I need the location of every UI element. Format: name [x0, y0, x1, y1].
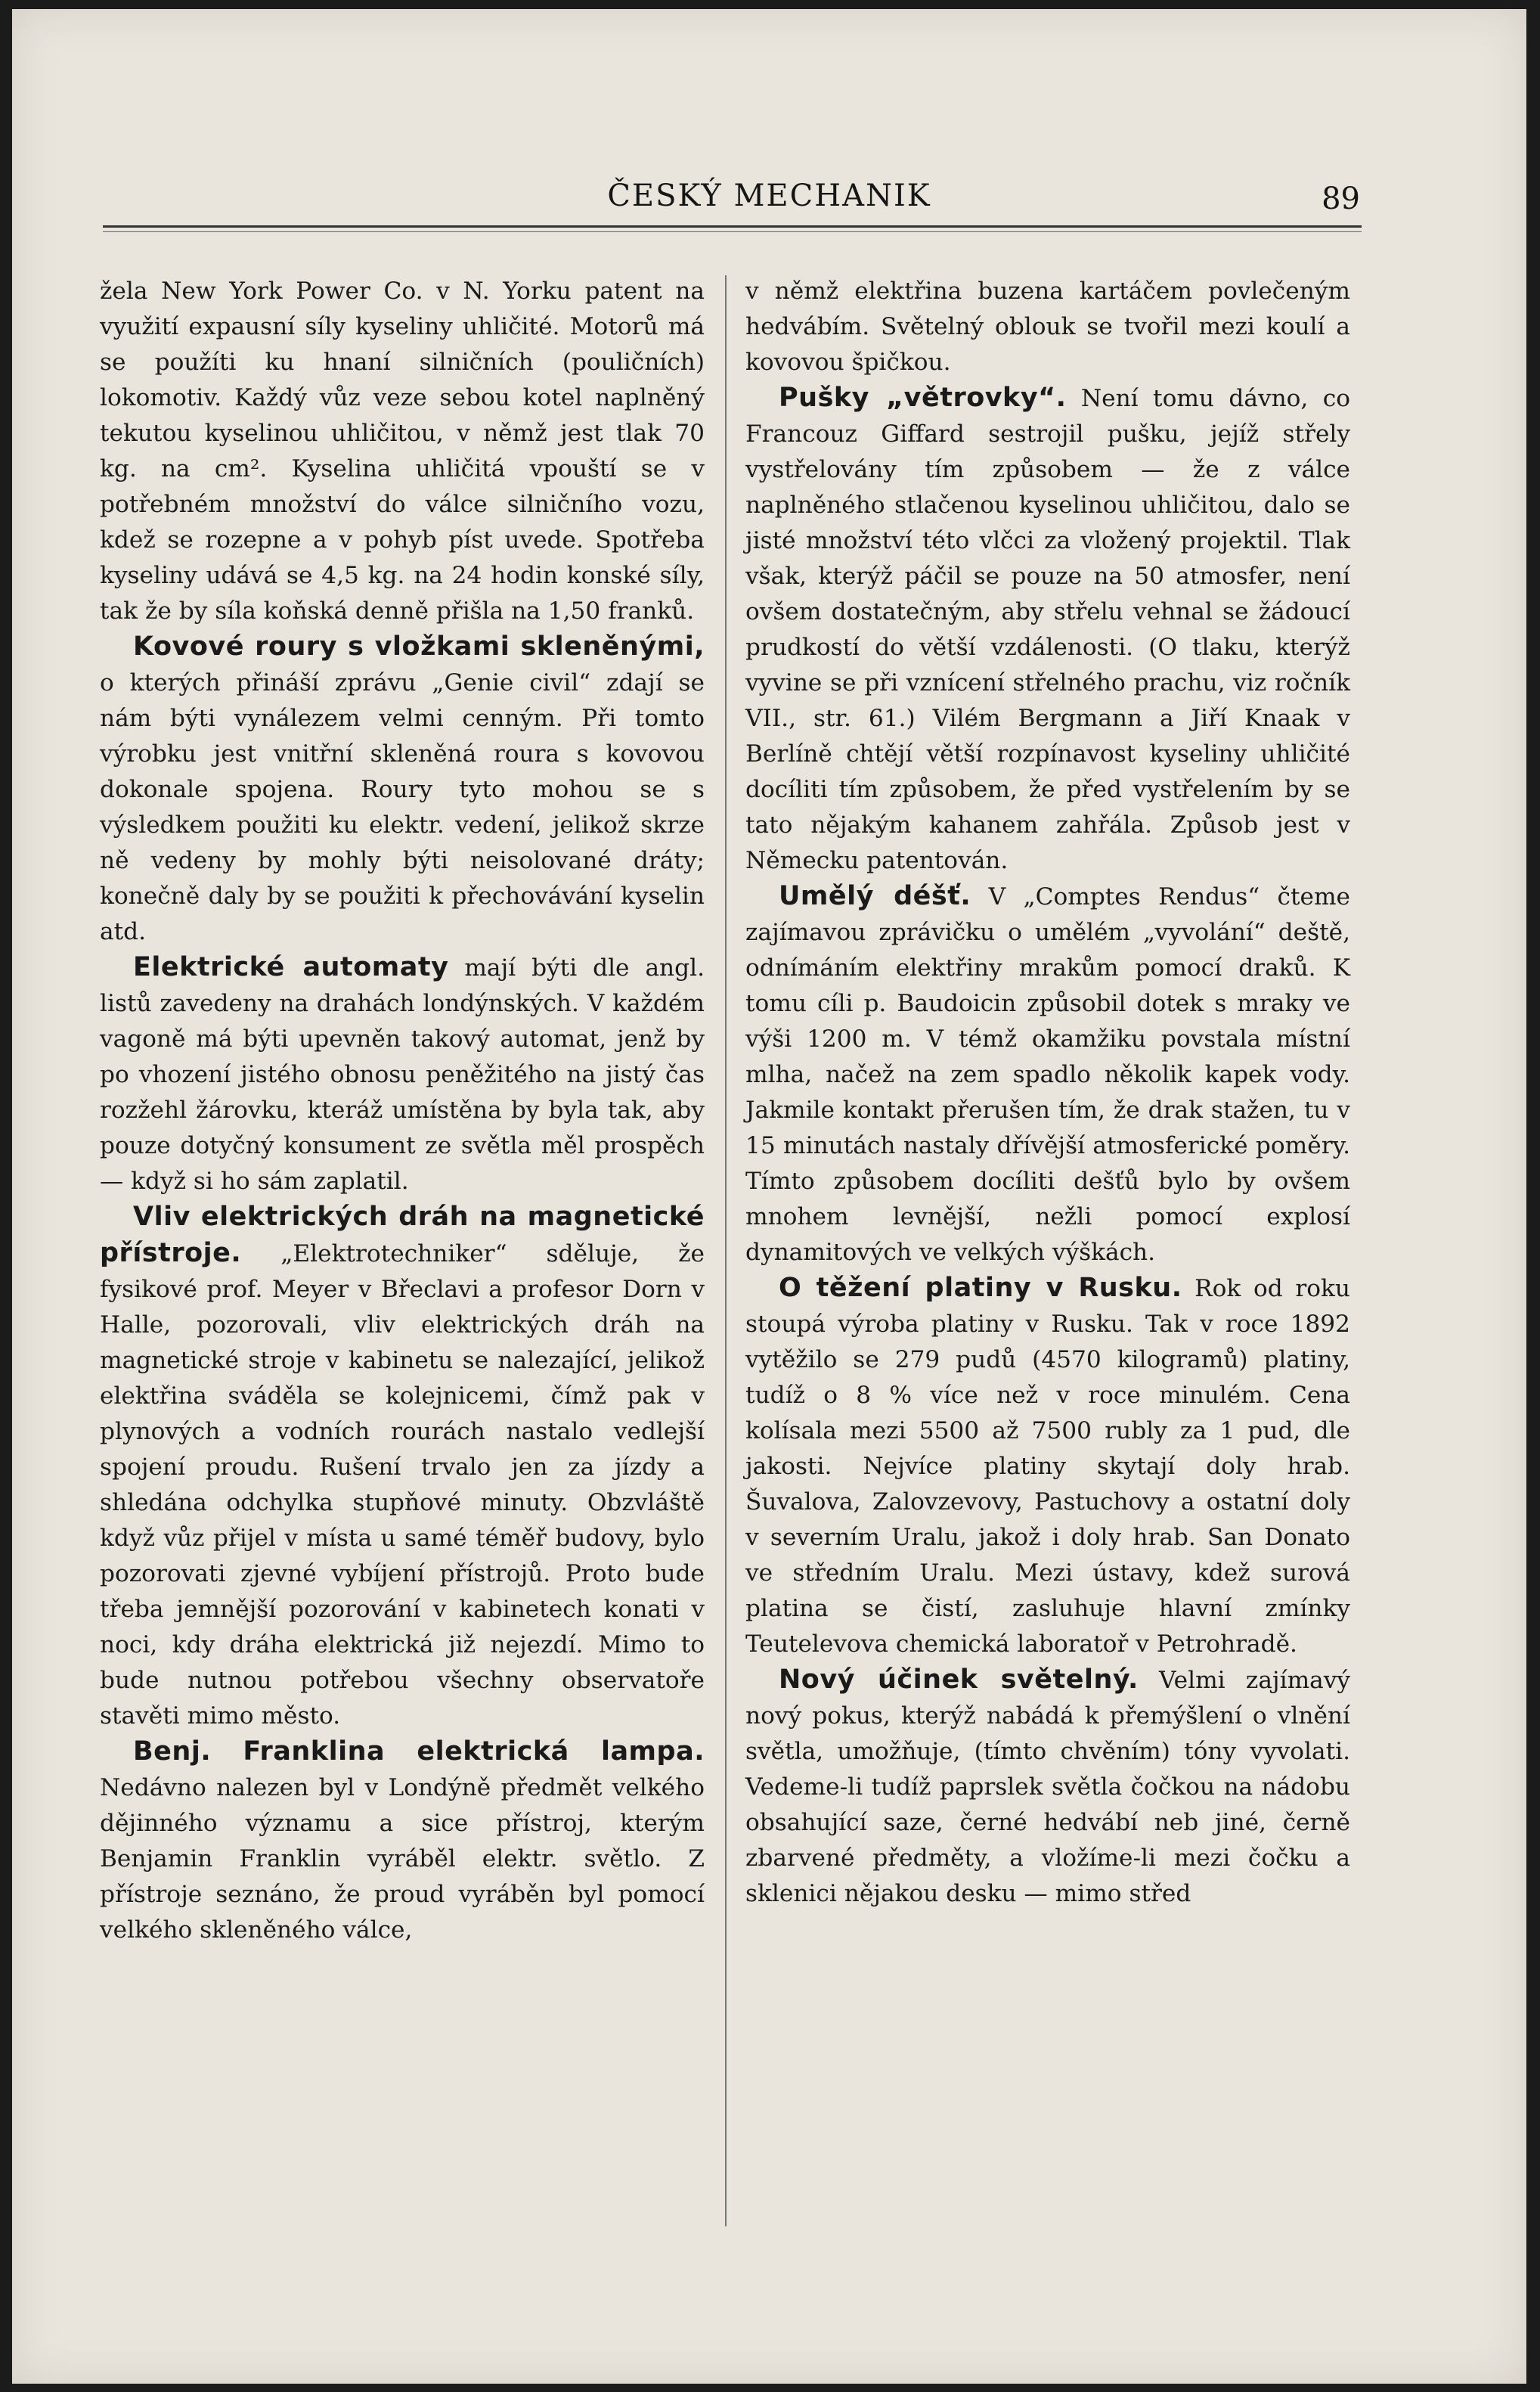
page-number: 89 — [1322, 181, 1360, 216]
left-column — [100, 274, 705, 1948]
article-heading: Umělý déšť. — [779, 881, 971, 911]
header-rule-thin — [103, 231, 1362, 232]
article-heading: Vliv elektrických dráh na magnetické přístroje. — [100, 1202, 705, 1268]
article-heading: Elektrické automaty — [133, 952, 449, 982]
article-text: „Elektrotechniker“ sděluje, že fysikové prof. Meyer v Břeclavi a profesor Dorn v Halle, pozorovali, vliv elektrických dráh na magnetické stroje v kabinetu se nalezající, jelikož elektřina sváděla se kolejnicemi, čímž pak v plynových a vodních rourách nastalo vedlejší spojení proudu. Rušení trvalo jen za jízdy a shledána odchylka stupňové minuty. Obzvláště když vůz přijel v místa u samé téměř budovy, bylo pozorovati zjevné vybíjení přístrojů. Proto bude třeba jemnější pozorování v kabinetech konati v noci, kdy dráha elektrická již nejezdí. Mimo to bude nutnou potřebou všechny observatoře stavěti mimo město. — [100, 1240, 705, 1730]
article-heading: Pušky „větrovky“. — [779, 383, 1067, 413]
article-text: Nedávno nalezen byl v Londýně předmět velkého dějinného významu a sice přístroj, kterým Benjamin Franklin vyráběl elektr. světlo. Z přístroje seznáno, že proud vyráběn byl pomocí velkého skleněného válce, — [100, 1774, 705, 1944]
article-text: Velmi zajímavý nový pokus, kterýž nabádá k přemýšlení o vlnění světla, umožňuje, (tímto chvěním) tóny vyvolati. Vedeme-li tudíž paprslek světla čočkou na nádobu obsahující saze, černé hedvábí neb jiné, černě zbarvené předměty, a vložíme-li mezi čočku a sklenici nějakou desku — mimo střed — [745, 1667, 1350, 1907]
article-heading: Benj. Franklina elektrická lampa. — [133, 1736, 705, 1767]
article-artificial-rain — [745, 879, 1350, 1270]
article-glass-lined-pipes — [100, 629, 705, 950]
article-electric-automats — [100, 950, 705, 1199]
article-heading: Nový účinek světelný. — [779, 1664, 1139, 1695]
article-text: o kterých přináší zprávu „Genie civil“ zdají se nám býti vynálezem velmi cenným. Při tomto výrobku jest vnitřní skleněná roura s kovovou dokonale spojena. Roury tyto mohou se s výsledkem použiti ku elektr. vedení, jelikož skrze ně vedeny by mohly býti neisolované dráty; konečně daly by se použiti k přechovávání kyselin atd. — [100, 669, 705, 945]
article-heading: Kovové roury s vložkami skleněnými, — [133, 631, 705, 662]
column-divider — [725, 275, 727, 2226]
journal-page — [12, 9, 1526, 2384]
right-column — [745, 274, 1350, 1912]
article-text: mají býti dle angl. listů zavedeny na drahách londýnských. V každém vagoně má býti upevněn takový automat, jenž by po vhození jistého obnosu peněžitého na jistý čas rozžehl žárovku, kteráž umístěna by byla tak, aby pouze dotyčný konsument ze světla měl prospěch — když si ho sám zaplatil. — [100, 954, 705, 1195]
article-text: Není tomu dávno, co Francouz Giffard sestrojil pušku, jejíž střely vystřelovány tím způsobem — že z válce naplněného stlačenou kyselinou uhličitou, dalo se jisté množství této vlčci za vložený projektil. Tlak však, kterýž páčil se pouze na 50 atmosfer, není ovšem dostatečným, aby střelu vehnal se žádoucí prudkostí do větší vzdálenosti. (O tlaku, kterýž vyvine se při vznícení střelného prachu, viz ročník VII., str. 61.) Vilém Bergmann a Jiří Knaak v Berlíně chtějí větší rozpínavost kyseliny uhličité docíliti tím způsobem, že před vystřelením by se tato nějakým kahanem zahřála. Způsob jest v Německu patentován. — [745, 385, 1350, 874]
article-air-guns — [745, 380, 1350, 879]
continued-paragraph: v němž elektřina buzena kartáčem povlečeným hedvábím. Světelný oblouk se tvořil mezi koulí a kovovou špičkou. — [745, 278, 1350, 376]
article-text: Rok od roku stoupá výroba platiny v Rusku. Tak v roce 1892 vytěžilo se 279 pudů (4570 kilogramů) platiny, tudíž o 8 % více než v roce minulém. Cena kolísala mezi 5500 až 7500 rubly za 1 pud, dle jakosti. Nejvíce platiny skytají doly hrab. Šuvalova, Zalovzevovy, Pastuchovy a ostatní doly v severním Uralu, jakož i doly hrab. San Donato ve středním Uralu. Mezi ústavy, kdež surová platina se čistí, zasluhuje hlavní zmínky Teutelevova chemická laboratoř v Petrohradě. — [745, 1275, 1350, 1658]
continued-paragraph: žela New York Power Co. v N. Yorku patent na využití expausní síly kyseliny uhličité. Motorů má se použíti ku hnaní silničních (pouličních) lokomotiv. Každý vůz veze sebou kotel naplněný tekutou kyselinou uhličitou, v němž jest tlak 70 kg. na cm². Kyselina uhličitá vpouští se v potřebném množství do válce silničního vozu, kdež se rozepne a v pohyb píst uvede. Spotřeba kyseliny udává se 4,5 kg. na 24 hodin konské síly, tak že by síla koňská denně přišla na 1,50 franků. — [100, 278, 705, 625]
article-text: V „Comptes Rendus“ čteme zajímavou zprávičku o umělém „vyvolání“ deště, odnímáním elektřiny mrakům pomocí draků. K tomu cíli p. Baudoicin způsobil dotek s mraky ve výši 1200 m. V témž okamžiku povstala místní mlha, načež na zem spadlo několik kapek vody. Jakmile kontakt přerušen tím, že drak stažen, tu v 15 minutách nastaly dřívější atmosferické poměry. Tímto způsobem docíliti dešťů bylo by ovšem mnohem levnější, nežli pomocí explosí dynamitových ve velkých výškách. — [745, 883, 1350, 1266]
article-railways-magnetic — [100, 1199, 705, 1734]
article-light-effect — [745, 1662, 1350, 1912]
header-rule — [103, 225, 1362, 228]
running-head — [12, 178, 1526, 224]
journal-title: ČESKÝ MECHANIK — [607, 178, 931, 213]
article-platinum-russia — [745, 1270, 1350, 1662]
article-franklin-lamp — [100, 1734, 705, 1948]
article-heading: O těžení platiny v Rusku. — [779, 1273, 1182, 1303]
